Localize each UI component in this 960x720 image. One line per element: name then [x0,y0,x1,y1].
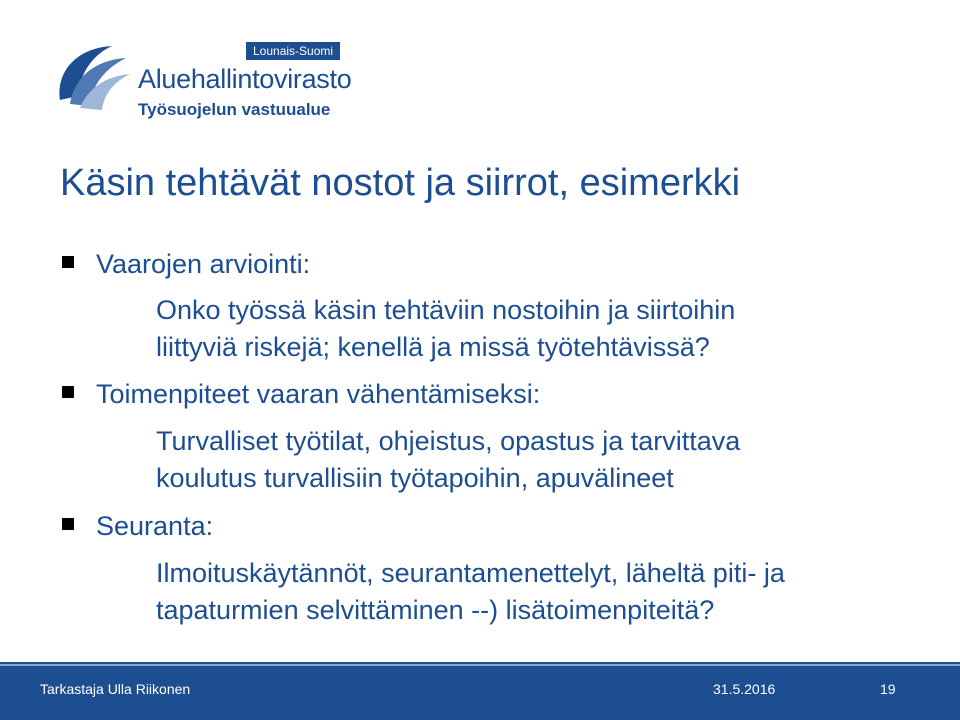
logo-name: Aluehallintovirasto [138,64,352,94]
square-bullet-icon [62,518,74,530]
bullet-detail [156,423,740,497]
square-bullet-icon [62,386,74,398]
bullet-detail-line: liittyviä riskejä; kenellä ja missä työtehtävissä? [156,332,710,362]
logo-subtitle: Työsuojelun vastuualue [138,100,331,119]
bullet-item [62,377,540,411]
bullet-detail-line: koulutus turvallisiin työtapoihin, apuvälineet [156,463,674,493]
bullet-detail-line: Turvalliset työtilat, ohjeistus, opastus ja tarvittava [156,426,741,456]
logo [50,38,352,128]
bullet-detail [156,555,785,629]
bullet-item [62,509,213,543]
logo-region-label: Lounais-Suomi [246,42,340,60]
aluehallintovirasto-logo-icon [50,38,132,120]
bullet-detail [156,292,735,366]
bullet-label: Toimenpiteet vaaran vähentämiseksi: [96,379,541,409]
footer-date: 31.5.2016 [713,681,776,697]
square-bullet-icon [62,256,74,268]
footer-page-number: 19 [880,681,896,697]
bullet-detail-line: Ilmoituskäytännöt, seurantamenettelyt, läheltä piti- ja [156,558,785,588]
footer-author: Tarkastaja Ulla Riikonen [40,681,191,697]
footer-divider [0,664,960,666]
bullet-label: Vaarojen arviointi: [96,249,311,279]
bullet-item [62,247,310,281]
bullet-label: Seuranta: [96,511,214,541]
bullet-detail-line: Onko työssä käsin tehtäviin nostoihin ja siirtoihin [156,295,736,325]
slide-title: Käsin tehtävät nostot ja siirrot, esimerkki [60,162,741,204]
bullet-detail-line: tapaturmien selvittäminen --) lisätoimenpiteitä? [156,595,715,625]
